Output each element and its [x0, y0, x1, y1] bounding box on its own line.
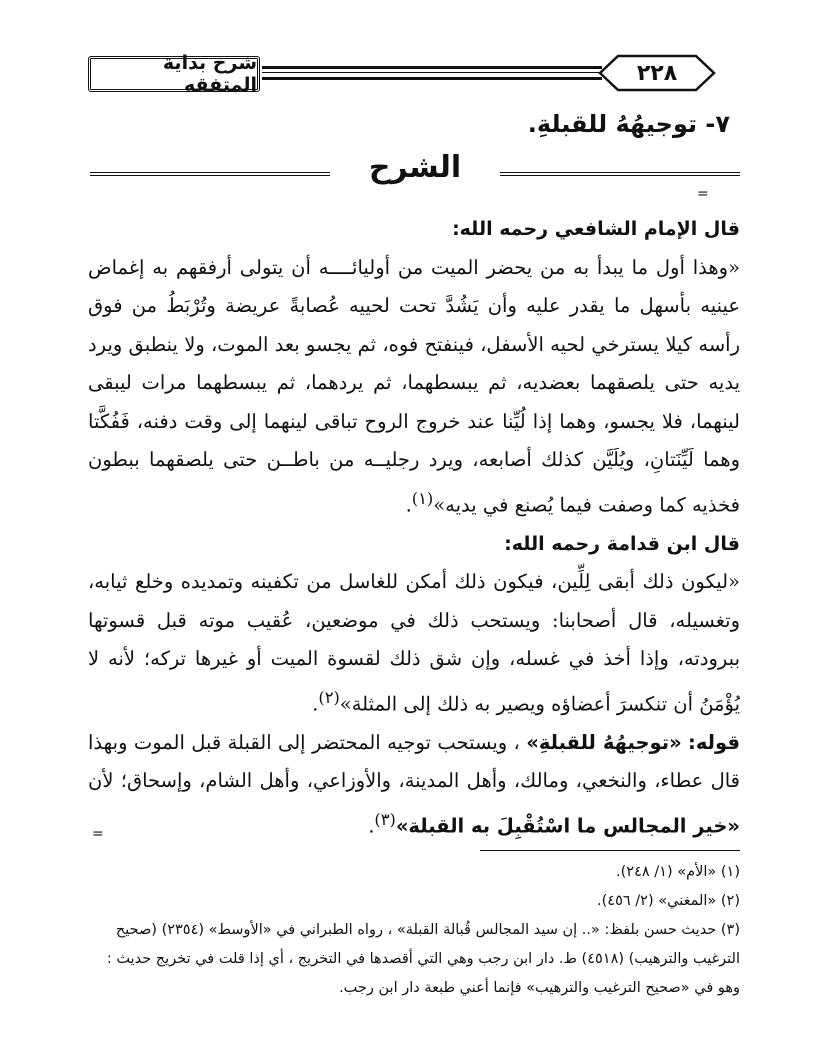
running-title	[88, 52, 260, 96]
matn-phrase: «توجيهُهُ للقبلةِ»	[526, 730, 682, 754]
footnote-ref: (٣)	[374, 809, 396, 829]
divider-line-left	[90, 172, 330, 179]
book-title: شرح بداية المتفقه	[162, 52, 257, 96]
paragraph-label	[88, 210, 740, 249]
footnote: (٢) «المغني» (٢/ ٤٥٦).	[597, 893, 740, 909]
section-divider	[90, 150, 740, 190]
divider-line-right	[500, 172, 740, 179]
commentary-text: ، ويستحب توجيه المحتضر إلى القبلة قبل الموت وبهذا قال عطاء، والنخعي، ومالك، وأهل المدينة، والأوزاعي، وأهل الشام، وإسحاق؛ لأن	[88, 730, 740, 792]
commentary-paragraph: قوله: «توجيهُهُ للقبلةِ» ، ويستحب توجيه المحتضر إلى القبلة قبل الموت وبهذا قال عطاء، والنخعي، ومالك، وأهل المدينة، والأوزاعي، وأهل الشام، وإسحاق؛ لأن «خير المجالس ما اسْتُقْبِلَ به القبلة»$^{(٣)}$.	[88, 730, 740, 837]
quote-paragraph: «وهذا أول ما يبدأ به من يحضر الميت من أوليائــــه أن يتولى أرفقهم به إغماض عينيه بأسهل ما يقدر عليه وأن يَشُدَّ تحت لحييه عُصابةً عريضة وتُرْبَطُ من فوق رأسه كيلا يسترخي لحيه الأسفل، فينفتح فوه، ثم يجسو بعد الموت، ولا ينطبق ويرد يديه حتى يلصقهما بعضديه، ثم يبسطهما، ثم يردهما، ثم يبسطهما مرات ليبقى لينهما، فلا يجسو، وهما إذا لُيِّنا عند خروج الروح تباقى لينهما إلى وقت دفنه، فَفُكَّتا وهما لَيِّنَتانِ، ويُلَيَّن كذلك أصابعه، ويرد رجليــه من باطــن حتى يلصقهما ببطون فخذيه كما وصفت فيما يُصنع في يديه»$^{(١)}$.	[88, 255, 740, 516]
footnote-separator	[480, 850, 740, 851]
footnote-ref: (١)	[411, 488, 434, 508]
quote-text: «ليكون ذلك أبقى لِلِّين، فيكون ذلك أمكن للغاسل من تكفينه وتمديده وخلع ثيابه، وتغسيله، قال أصحابنا: ويستحب ذلك في موضعين، عُقيب موته قبل قسوتها ببرودته، وإذا أخذ في غسله، وإن شق ذلك لقسوة الميت أو غيرها تركه؛ لأنه لا يُؤْمَنُ أن تنكسرَ أعضاؤه ويصير به ذلك إلى المثلة»	[88, 570, 740, 715]
section-title: الشرح	[368, 150, 462, 185]
page-number-badge	[598, 54, 716, 92]
footnotes	[88, 858, 740, 1003]
main-text	[88, 210, 740, 846]
footnote: (١) «الأم» (١/ ٢٤٨).	[616, 864, 740, 880]
quote-paragraph: «ليكون ذلك أبقى لِلِّين، فيكون ذلك أمكن للغاسل من تكفينه وتمديده وخلع ثيابه، وتغسيله، قال أصحابنا: ويستحب ذلك في موضعين، عُقيب موته قبل قسوتها ببرودته، وإذا أخذ في غسله، وإن شق ذلك لقسوة الميت أو غيرها تركه؛ لأنه لا يُؤْمَنُ أن تنكسرَ أعضاؤه ويصير به ذلك إلى المثلة»$^{(٢)}$.	[88, 570, 740, 715]
author-label: قال الإمام الشافعي رحمه الله:	[452, 218, 740, 240]
footnote: (٣) حديث حسن بلفظ: «.. إن سيد المجالس قُبالة القبلة» ، رواه الطبراني في «الأوسط» (٢٣٥٤) (صحيح الترغيب والترهيب) (٤٥١٨) ط. دار ابن رجب وهي التي أقصدها في التخريج ، أي إذا قلت في تخريج حديث : وهو في «صحيح الترغيب والترهيب» فإنما أعني طبعة دار ابن رجب.	[106, 922, 740, 996]
quote-text: «وهذا أول ما يبدأ به من يحضر الميت من أوليائــــه أن يتولى أرفقهم به إغماض عينيه بأسهل ما يقدر عليه وأن يَشُدَّ تحت لحييه عُصابةً عريضة وتُرْبَطُ من فوق رأسه كيلا يسترخي لحيه الأسفل، فينفتح فوه، ثم يجسو بعد الموت، ولا ينطبق ويرد يديه حتى يلصقهما بعضديه، ثم يبسطهما، ثم يردهما، ثم يبسطهما مرات ليبقى لينهما، فلا يجسو، وهما إذا لُيِّنا عند خروج الروح تباقى لينهما إلى وقت دفنه، فَفُكَّتا وهما لَيِّنَتانِ، ويُلَيَّن كذلك أصابعه، ويرد رجليــه من باطــن حتى يلصقهما ببطون فخذيه كما وصفت فيما يُصنع في يديه»	[88, 255, 740, 516]
item-heading: ٧- توجيهُهُ للقبلةِ.	[527, 110, 730, 138]
margin-mark: =	[697, 186, 709, 202]
hadith-text: «خير المجالس ما اسْتُقْبِلَ به القبلة»	[395, 814, 740, 837]
margin-mark: =	[92, 826, 104, 842]
paragraph-label	[88, 525, 740, 564]
qawl-label: قوله:	[688, 730, 740, 754]
page-number: ٢٢٨	[636, 60, 678, 86]
author-label: قال ابن قدامة رحمه الله:	[504, 532, 740, 555]
header-rule	[262, 66, 602, 80]
footnote-ref: (٢)	[318, 687, 340, 707]
